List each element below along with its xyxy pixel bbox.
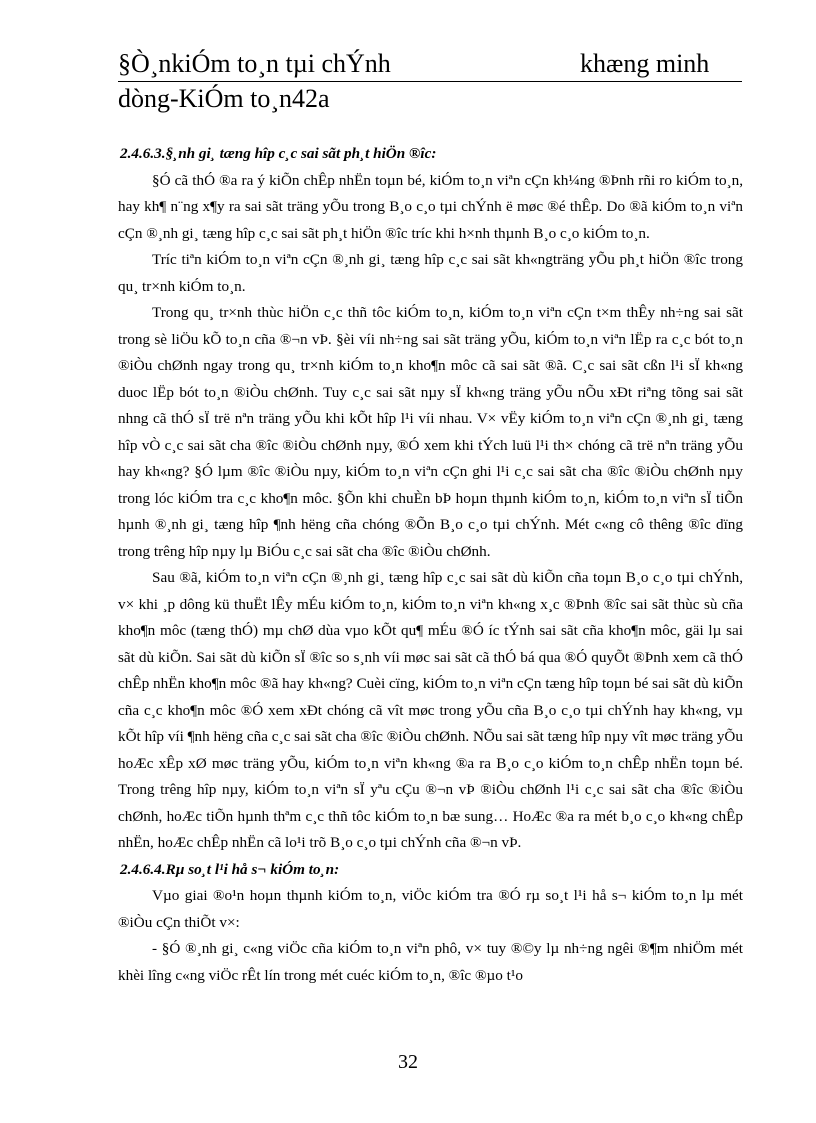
paragraph: §Ó cã thÓ ®a ra ý kiÕn chÊp nhËn toµn bé, kiÓm to¸n viªn cÇn kh¼ng ®Þnh rñi ro kiÓm to¸n, hay kh¶ n¨ng x¶y ra sai sãt träng yÕu trong B¸o c¸o tµi chÝnh ë møc ®é thÊp. Do ®ã kiÓm to¸n viªn cÇn ®¸nh gi¸ tæng hîp c¸c sai sãt ph¸t hiÖn ®îc tríc khi h×nh thµnh B¸o c¸o kiÓm to¸n.	[118, 171, 743, 242]
header-title-right: khæng minh	[580, 49, 710, 78]
header-subtitle: dòng-KiÓm to¸n42a	[118, 84, 330, 113]
page-header	[118, 47, 742, 114]
document-body	[118, 141, 743, 989]
bullet-paragraph: - §Ó ®¸nh gi¸ c«ng viÖc cña kiÓm to¸n viªn phô, v× tuy ®©y lµ nh÷ng ngêi ®¶m nhiÖm mét khèi lîng c«ng viÖc rÊt lín trong mét cuéc kiÓm to¸n, ®îc ®µo t¹o	[118, 940, 743, 984]
section-heading: 2.4.6.4.Rµ so¸t l¹i hå s¬ kiÓm to¸n:	[120, 860, 340, 878]
page-number: 32	[398, 1051, 418, 1073]
paragraph: Vµo giai ®o¹n hoµn thµnh kiÓm to¸n, viÖc kiÓm tra ®Ó rµ so¸t l¹i hå s¬ kiÓm to¸n lµ mét ®iÒu cÇn thiÕt v×:	[118, 887, 743, 931]
header-title-left: §Ò¸nkiÓm to¸n tµi chÝnh	[118, 49, 391, 78]
section-heading: 2.4.6.3.§¸nh gi¸ tæng hîp c¸c sai sãt ph¸t hiÖn ®îc:	[120, 145, 437, 162]
paragraph: Tríc tiªn kiÓm to¸n viªn cÇn ®¸nh gi¸ tæng hîp c¸c sai sãt kh«ngträng yÕu ph¸t hiÖn ®îc trong qu¸ tr×nh kiÓm to¸n.	[118, 251, 743, 295]
paragraph: Sau ®ã, kiÓm to¸n viªn cÇn ®¸nh gi¸ tæng hîp c¸c sai sãt dù kiÕn cña toµn B¸o c¸o tµi chÝnh, v× khi ¸p dông kü thuËt lÊy mÉu kiÓm to¸n, kiÓm to¸n viªn kh«ng x¸c ®Þnh ®îc sai sãt thùc sù cña kho¶n môc (tæng thÓ) mµ chØ dùa vµo kÕt qu¶ mÉu ®Ó íc tÝnh sai sãt cña kho¶n môc, gäi lµ sai sãt dù kiÕn. Sai sãt dù kiÕn sÏ ®îc so s¸nh víi møc sai sãt cã thÓ bá qua ®Ó quyÕt ®Þnh xem cã thÓ chÊp nhËn kho¶n môc ®ã hay kh«ng? Cuèi cïng, kiÓm to¸n viªn cÇn tæng hîp toµn bé sai sãt dù kiÕn cña c¸c kho¶n môc ®Ó xem xÐt chóng cã vît møc trong yÕu cña B¸o c¸o tµi chÝnh hay kh«ng, vµ kÕt hîp víi ¶nh hëng cña c¸c sai sãt cha ®îc ®iÒu chØnh. NÕu sai sãt tæng hîp nµy vît møc träng yÕu hoÆc xÊp xØ møc träng yÕu, kiÓm to¸n viªn kh«ng ®a ra B¸o c¸o kiÓm to¸n chÊp nhËn toµn bé. Trong trêng hîp nµy, kiÓm to¸n viªn sÏ yªu cÇu ®¬n vÞ ®iÒu chØnh l¹i c¸c sai sãt cha ®îc ®iÒu chØnh, hoÆc tiÕn hµnh thªm c¸c thñ tôc kiÓm to¸n bæ sung… HoÆc ®a ra mét b¸o c¸o kh«ng chÊp nhËn, hoÆc chÊp nhËn cã lo¹i trõ B¸o c¸o tµi chÝnh cña ®¬n vÞ.	[118, 569, 743, 851]
header-title-line	[118, 47, 742, 82]
paragraph: Trong qu¸ tr×nh thùc hiÖn c¸c thñ tôc kiÓm to¸n, kiÓm to¸n viªn cÇn t×m thÊy nh÷ng sai sãt trong sè liÖu kÕ to¸n cña ®¬n vÞ. §èi víi nh÷ng sai sãt träng yÕu, kiÓm to¸n viªn lËp ra c¸c bót to¸n ®iÒu chØnh ngay trong qu¸ tr×nh kiÓm to¸n kho¶n môc cã sai sãt ®ã. C¸c sai sãt cßn l¹i sÏ kh«ng duoc lËp bót to¸n ®iÒu chØnh. Tuy c¸c sai sãt nµy sÏ kh«ng träng yÕu nÕu xÐt riªng tõng sai sãt nhng cã thÓ sÏ trë nªn träng yÕu khi kÕt hîp l¹i víi nhau. V× vËy kiÓm to¸n viªn cÇn ®¸nh gi¸ tæng hîp vÒ c¸c sai sãt cha ®îc ®iÒu chØnh nµy, ®Ó xem khi tÝch luü l¹i th× chóng cã trë nªn träng yÕu hay kh«ng? §Ó lµm ®îc ®iÒu nµy, kiÓm to¸n viªn cÇn ghi l¹i c¸c sai sãt cha ®îc ®iÒu chØnh nµy trong lóc kiÓm tra c¸c kho¶n môc. §Õn khi chuÈn bÞ hoµn thµnh kiÓm to¸n, kiÓm to¸n viªn sÏ tiÕn hµnh ®¸nh gi¸ tæng hîp ¶nh hëng cña chóng ®Õn B¸o c¸o tµi chÝnh. Mét c«ng cô thêng ®îc dïng trong trêng hîp nµy lµ BiÓu c¸c sai sãt cha ®îc ®iÒu chØnh.	[118, 304, 743, 560]
